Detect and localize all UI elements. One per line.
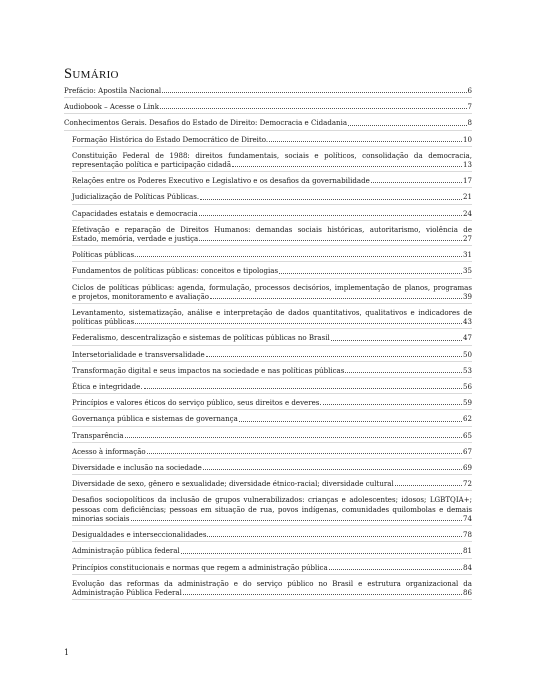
- toc-entry-title: Administração pública federal: [72, 546, 180, 556]
- toc-entry-page: 35: [463, 266, 472, 276]
- separator-line: [72, 599, 472, 600]
- toc-entry[interactable]: [72, 563, 472, 572]
- toc-entry-page: 39: [463, 291, 472, 301]
- toc-entry[interactable]: [72, 225, 472, 243]
- separator-line: [72, 146, 472, 147]
- separator-line: [72, 442, 472, 443]
- separator-line: [72, 171, 472, 172]
- dot-leader: [232, 166, 462, 167]
- dot-leader: [395, 485, 462, 486]
- toc-entry-page: 78: [463, 530, 472, 540]
- separator-line: [72, 361, 472, 362]
- toc-entry-line: Evolução das reformas da administração e do serviço público no Brasil e estrutura organizacional da: [72, 578, 472, 588]
- toc-entry-page: 65: [463, 430, 472, 440]
- toc-entry-title: Diversidade de sexo, gênero e sexualidade; diversidade étnico-racial; diversidade cultural: [72, 479, 394, 489]
- dot-leader: [162, 92, 466, 93]
- toc-entry-title: Políticas públicas.: [72, 250, 137, 260]
- toc-entry-title: Federalismo, descentralização e sistemas de políticas públicas no Brasil: [72, 333, 330, 343]
- toc-entry-title: Prefácio: Apostila Nacional: [64, 86, 162, 95]
- separator-line: [72, 490, 472, 491]
- toc-entry[interactable]: [72, 366, 472, 375]
- toc-entry-title: e projetos, monitoramento e avaliação: [72, 291, 210, 301]
- dot-leader: [199, 240, 462, 241]
- dot-leader: [160, 108, 467, 109]
- dot-leader: [331, 340, 462, 341]
- separator-line: [72, 541, 472, 542]
- toc-entry-title: Fundamentos de políticas públicas: conceitos e tipologias: [72, 266, 279, 276]
- dot-leader: [371, 182, 462, 183]
- dot-leader: [183, 594, 462, 595]
- separator-line: [64, 130, 472, 131]
- toc-entry-line: Constituição Federal de 1988: direitos fundamentais, sociais e políticos, consolidação da democracia,: [72, 150, 472, 160]
- toc-entry[interactable]: [72, 431, 472, 440]
- toc-entry[interactable]: [72, 250, 472, 259]
- toc-entry[interactable]: [72, 546, 472, 555]
- toc-entry-page: 47: [463, 333, 472, 343]
- dot-leader: [207, 536, 462, 537]
- dot-leader: [323, 404, 462, 405]
- toc-entry-title: políticas públicas: [72, 317, 135, 327]
- dot-leader: [131, 520, 463, 521]
- toc-entry[interactable]: [72, 283, 472, 301]
- toc-entry-page: 43: [463, 317, 472, 327]
- toc-entry-title: Princípios constitucionais e normas que regem a administração pública: [72, 562, 328, 572]
- dot-leader: [269, 141, 462, 142]
- toc-entry-page: 86: [463, 587, 472, 597]
- separator-line: [72, 558, 472, 559]
- dot-leader: [329, 569, 462, 570]
- toc-entry[interactable]: [72, 495, 472, 523]
- toc-entry-title: Acesso à informação: [72, 446, 146, 456]
- dot-leader: [135, 323, 462, 324]
- toc-entry-line: Levantamento, sistematização, análise e interpretação de dados quantitativos, qualitativos e indicadores de: [72, 308, 472, 318]
- dot-leader: [125, 437, 462, 438]
- dot-leader: [210, 298, 462, 299]
- dot-leader: [203, 469, 462, 470]
- toc-entry-title: representação política e participação cidadã: [72, 160, 232, 170]
- toc-entry-title: Relações entre os Poderes Executivo e Legislativo e os desafios da governabilidade: [72, 176, 370, 186]
- toc-entry-page: 84: [463, 562, 472, 572]
- toc-entry-page: 17: [463, 176, 472, 186]
- separator-line: [72, 458, 472, 459]
- toc-entry-page: 8: [467, 118, 472, 128]
- dot-leader: [181, 553, 462, 554]
- page-title: [64, 66, 119, 83]
- separator-line: [72, 409, 472, 410]
- separator-line: [72, 426, 472, 427]
- toc-entry[interactable]: [64, 118, 472, 127]
- toc-entry-line: Desafios sociopolíticos da inclusão de grupos vulnerabilizados: crianças e adolescentes; idosos; LGBTQIA+;: [72, 495, 472, 505]
- separator-line: [72, 245, 472, 246]
- toc-entry[interactable]: [72, 176, 472, 185]
- toc-entry-line: Ciclos de políticas públicas: agenda, formulação, processos decisórios, implementação de planos, programas: [72, 282, 472, 292]
- dot-leader: [144, 388, 462, 389]
- toc-entry[interactable]: [72, 382, 472, 391]
- toc-entry-page: 81: [463, 546, 472, 556]
- dot-leader: [345, 372, 462, 373]
- separator-line: [72, 220, 472, 221]
- toc-entry-title: Administração Pública Federal: [72, 587, 182, 597]
- toc-entry[interactable]: [72, 209, 472, 218]
- toc-entry-page: 7: [467, 102, 472, 112]
- toc-entry-page: 13: [463, 160, 472, 170]
- separator-line: [72, 525, 472, 526]
- toc-entry[interactable]: [72, 414, 472, 423]
- toc-entry[interactable]: [72, 192, 472, 201]
- toc-entry[interactable]: [72, 135, 472, 144]
- separator-line: [64, 113, 472, 114]
- toc-entry-page: 69: [463, 463, 472, 473]
- toc-entry-title: Intersetorialidade e transversalidade: [72, 349, 205, 359]
- toc-entry-page: 56: [463, 382, 472, 392]
- toc-entry-title: minorias sociais: [72, 513, 130, 523]
- dot-leader: [239, 421, 462, 422]
- toc-entry-title: Princípios e valores éticos do serviço público, seus direitos e deveres.: [72, 398, 322, 408]
- toc-entry[interactable]: [72, 479, 472, 488]
- title-initial: S: [64, 66, 73, 82]
- separator-line: [72, 345, 472, 346]
- dot-leader: [279, 273, 462, 274]
- toc-entry-title: Judicialização de Políticas Públicas.: [72, 192, 200, 202]
- toc-entry[interactable]: [72, 579, 472, 597]
- dot-leader: [147, 453, 462, 454]
- table-of-contents: [64, 86, 472, 604]
- toc-entry-line: pessoas com deficiências; pessoas em situação de rua, povos indígenas, comunidades quilombolas e demais: [72, 504, 472, 514]
- toc-entry-title: Estado, memória, verdade e justiça: [72, 234, 199, 244]
- toc-entry-title: Ética e integridade.: [72, 382, 143, 392]
- toc-entry-page: 6: [467, 86, 472, 95]
- separator-line: [72, 204, 472, 205]
- toc-entry[interactable]: [64, 86, 472, 95]
- dot-leader: [206, 356, 462, 357]
- page-number: 1: [64, 648, 70, 657]
- toc-entry-page: 10: [463, 134, 472, 144]
- separator-line: [72, 261, 472, 262]
- toc-entry-page: 24: [463, 208, 472, 218]
- toc-entry-title: Conhecimentos Gerais. Desafios do Estado de Direito: Democracia e Cidadania: [64, 118, 348, 128]
- toc-entry-title: Transparência: [72, 430, 124, 440]
- toc-entry-page: 59: [463, 398, 472, 408]
- toc-entry-page: 21: [463, 192, 472, 202]
- dot-leader: [199, 215, 462, 216]
- toc-entry-line: Efetivação e reparação de Direitos Humanos: demandas sociais históricas, autoritarismo, violência de: [72, 224, 472, 234]
- separator-line: [72, 393, 472, 394]
- separator-line: [72, 377, 472, 378]
- separator-line: [72, 278, 472, 279]
- title-rest: UMÁRIO: [72, 69, 119, 81]
- separator-line: [72, 574, 472, 575]
- toc-entry[interactable]: [72, 266, 472, 275]
- toc-entry[interactable]: [72, 398, 472, 407]
- toc-entry-page: 50: [463, 349, 472, 359]
- toc-entry[interactable]: [64, 102, 472, 111]
- toc-entry-title: Audiobook – Acesse o Link: [64, 102, 159, 112]
- toc-entry[interactable]: [72, 151, 472, 169]
- toc-entry-title: Desigualdades e interseccionalidades: [72, 530, 207, 540]
- toc-entry-title: Diversidade e inclusão na sociedade: [72, 463, 202, 473]
- toc-entry-page: 27: [463, 234, 472, 244]
- separator-line: [72, 187, 472, 188]
- toc-entry-page: 67: [463, 446, 472, 456]
- separator-line: [72, 328, 472, 329]
- toc-entry[interactable]: [72, 530, 472, 539]
- toc-entry[interactable]: [72, 447, 472, 456]
- toc-entry-title: Capacidades estatais e democracia: [72, 208, 198, 218]
- dot-leader: [137, 256, 462, 257]
- toc-entry-title: Governança pública e sistemas de governança: [72, 414, 238, 424]
- dot-leader: [200, 199, 462, 200]
- toc-entry-page: 62: [463, 414, 472, 424]
- toc-entry[interactable]: [72, 308, 472, 326]
- toc-entry-page: 72: [463, 479, 472, 489]
- toc-entry-page: 31: [463, 250, 472, 260]
- toc-entry[interactable]: [72, 463, 472, 472]
- toc-entry-page: 74: [463, 513, 472, 523]
- toc-entry-page: 53: [463, 365, 472, 375]
- separator-line: [72, 474, 472, 475]
- separator-line: [64, 97, 472, 98]
- toc-entry-title: Formação Histórica do Estado Democrático de Direito.: [72, 134, 269, 144]
- dot-leader: [348, 125, 466, 126]
- toc-entry[interactable]: [72, 333, 472, 342]
- separator-line: [72, 303, 472, 304]
- toc-entry[interactable]: [72, 350, 472, 359]
- toc-entry-title: Transformação digital e seus impactos na sociedade e nas políticas públicas: [72, 365, 345, 375]
